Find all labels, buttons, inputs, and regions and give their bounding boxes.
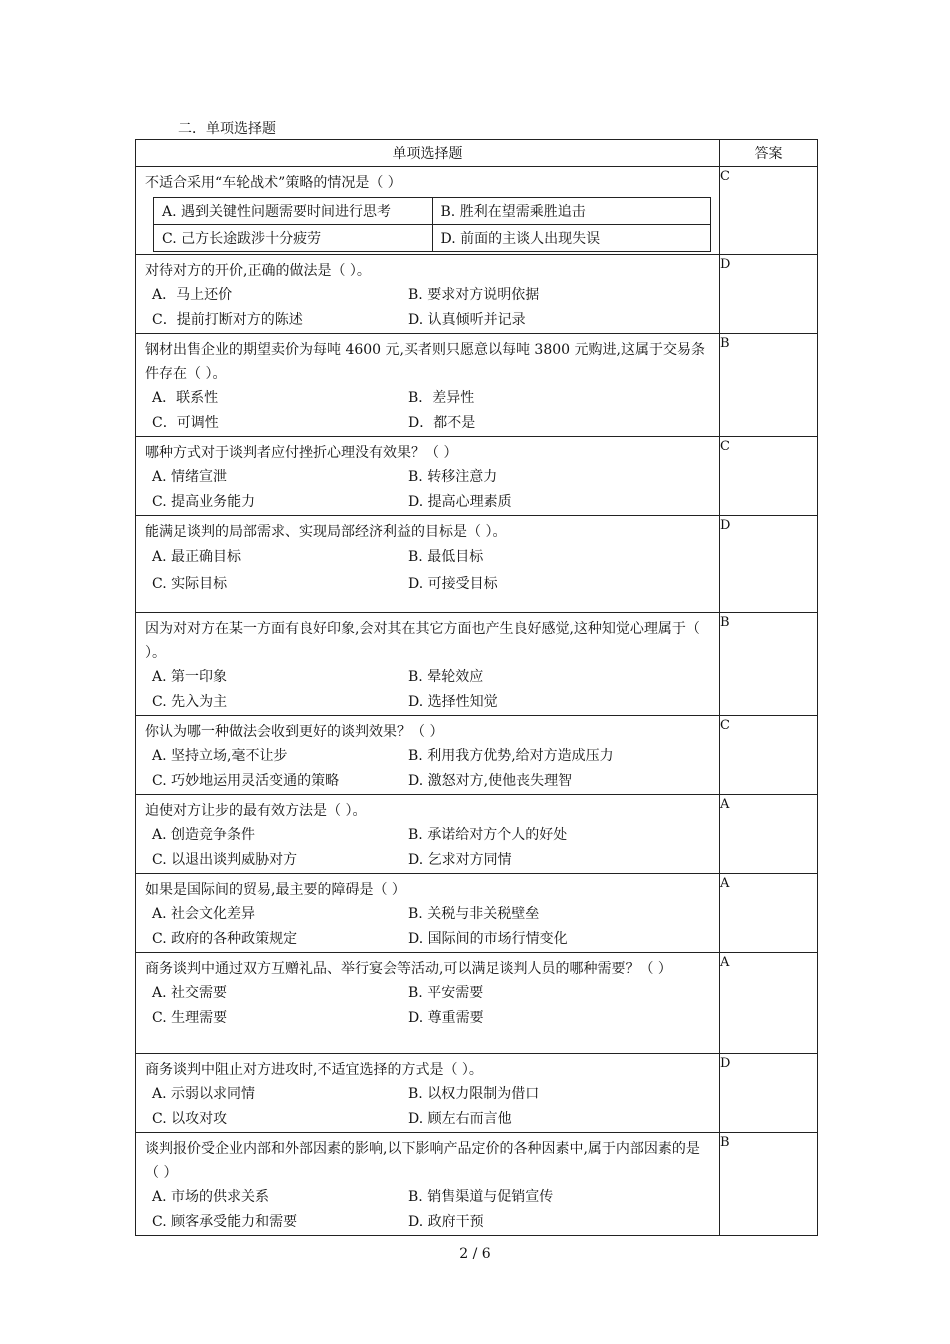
answer-cell: A xyxy=(720,795,818,874)
question-text: 不适合采用“车轮战术”策略的情况是（ ） xyxy=(145,175,402,191)
answer-cell: B xyxy=(720,613,818,716)
option-a: A．联系性 xyxy=(152,390,219,406)
options-list xyxy=(136,665,719,715)
option-c: C．提前打断对方的陈述 xyxy=(152,312,303,328)
option-b: B．差异性 xyxy=(408,390,475,406)
option-c: C. 政府的各种政策规定 xyxy=(152,931,298,947)
answer-cell: A xyxy=(720,953,818,1054)
option-a: A. 社会文化差异 xyxy=(152,906,256,922)
table-row xyxy=(136,1054,818,1133)
options-grid xyxy=(153,197,711,252)
answer-cell: D xyxy=(720,255,818,334)
option-a: A. 遇到关键性问题需要时间进行思考 xyxy=(154,198,433,225)
options-list xyxy=(136,902,719,952)
option-b: B. 要求对方说明依据 xyxy=(408,287,540,303)
option-a: A. 市场的供求关系 xyxy=(152,1189,270,1205)
option-c: C. 以退出谈判威胁对方 xyxy=(152,852,298,868)
option-a: A. 坚持立场,毫不让步 xyxy=(152,748,288,764)
table-row xyxy=(136,334,818,437)
option-d: D. 前面的主谈人出现失误 xyxy=(432,225,711,252)
options-list xyxy=(136,1082,719,1132)
option-b: B. 晕轮效应 xyxy=(408,669,484,685)
option-a: A. 第一印象 xyxy=(152,669,228,685)
option-d: D. 认真倾听并记录 xyxy=(408,312,526,328)
question-text: 谈判报价受企业内部和外部因素的影响,以下影响产品定价的各种因素中,属于内部因素的是（ ） xyxy=(145,1141,700,1181)
table-row xyxy=(136,613,818,716)
answer-cell: C xyxy=(720,167,818,255)
option-c: C. 提高业务能力 xyxy=(152,494,256,510)
question-text: 能满足谈判的局部需求、实现局部经济利益的目标是（ ）。 xyxy=(145,524,507,540)
question-text: 因为对对方在某一方面有良好印象,会对其在其它方面也产生良好感觉,这种知觉心理属于（ ）。 xyxy=(145,621,700,661)
option-a: A. 最正确目标 xyxy=(152,549,242,565)
option-d: D．都不是 xyxy=(408,415,476,431)
table-row xyxy=(136,516,818,613)
page-indicator: 2 / 6 xyxy=(459,1246,491,1262)
table-row xyxy=(136,953,818,1054)
option-d: D. 可接受目标 xyxy=(408,576,498,592)
section-title: 二．单项选择题 xyxy=(178,121,276,137)
options-list xyxy=(136,981,719,1031)
table-row xyxy=(136,716,818,795)
option-c: C. 顾客承受能力和需要 xyxy=(152,1214,298,1230)
option-b: B. 最低目标 xyxy=(408,549,484,565)
options-list xyxy=(136,465,719,515)
option-c: C．可调性 xyxy=(152,415,219,431)
option-b: B. 转移注意力 xyxy=(408,469,498,485)
option-b: B. 胜利在望需乘胜追击 xyxy=(432,198,711,225)
option-b: B. 利用我方优势,给对方造成压力 xyxy=(408,748,614,764)
question-table xyxy=(135,139,818,1236)
question-text: 钢材出售企业的期望卖价为每吨 4600 元,买者则只愿意以每吨 3800 元购进,这属于交易条件存在（ ）。 xyxy=(145,342,705,382)
answer-column-header: 答案 xyxy=(720,140,818,167)
option-d: D. 政府干预 xyxy=(408,1214,484,1230)
option-d: D. 激怒对方,使他丧失理智 xyxy=(408,773,573,789)
option-a: A. 情绪宣泄 xyxy=(152,469,228,485)
option-d: D. 尊重需要 xyxy=(408,1010,484,1026)
option-b: B. 平安需要 xyxy=(408,985,484,1001)
option-b: B. 销售渠道与促销宣传 xyxy=(408,1189,554,1205)
answer-cell: B xyxy=(720,1133,818,1236)
option-c: C. 生理需要 xyxy=(152,1010,228,1026)
answer-cell: A xyxy=(720,874,818,953)
option-c: C. 实际目标 xyxy=(152,576,228,592)
option-c: C. 巧妙地运用灵活变通的策略 xyxy=(152,773,340,789)
answer-cell: C xyxy=(720,716,818,795)
option-c: C. 以攻对攻 xyxy=(152,1111,228,1127)
option-b: B. 承诺给对方个人的好处 xyxy=(408,827,568,843)
question-text: 迫使对方让步的最有效方法是（ ）。 xyxy=(145,803,367,819)
question-text: 对待对方的开价,正确的做法是（ ）。 xyxy=(145,263,371,279)
answer-cell: B xyxy=(720,334,818,437)
question-text: 你认为哪一种做法会收到更好的谈判效果？（ ） xyxy=(145,724,444,740)
table-row xyxy=(136,255,818,334)
options-list xyxy=(136,1185,719,1235)
option-a: A. 创造竞争条件 xyxy=(152,827,256,843)
option-b: B. 以权力限制为借口 xyxy=(408,1086,540,1102)
option-d: D. 乞求对方同情 xyxy=(408,852,512,868)
option-d: D. 顾左右而言他 xyxy=(408,1111,512,1127)
option-a: A. 示弱以求同情 xyxy=(152,1086,256,1102)
question-text: 如果是国际间的贸易,最主要的障碍是（ ） xyxy=(145,882,406,898)
option-c: C. 己方长途跋涉十分疲劳 xyxy=(154,225,433,252)
table-row xyxy=(136,167,818,255)
table-row xyxy=(136,1133,818,1236)
options-list xyxy=(136,823,719,873)
option-c: C. 先入为主 xyxy=(152,694,228,710)
table-row xyxy=(136,437,818,516)
option-b: B. 关税与非关税壁垒 xyxy=(408,906,540,922)
option-d: D. 国际间的市场行情变化 xyxy=(408,931,568,947)
question-text: 哪种方式对于谈判者应付挫折心理没有效果？（ ） xyxy=(145,445,458,461)
table-row xyxy=(136,795,818,874)
option-d: D. 提高心理素质 xyxy=(408,494,512,510)
option-a: A. 社交需要 xyxy=(152,985,228,1001)
answer-cell: C xyxy=(720,437,818,516)
option-d: D. 选择性知觉 xyxy=(408,694,498,710)
options-list xyxy=(136,386,719,436)
options-list xyxy=(136,544,719,598)
option-a: A．马上还价 xyxy=(152,287,233,303)
question-text: 商务谈判中通过双方互赠礼品、举行宴会等活动,可以满足谈判人员的哪种需要？（ ） xyxy=(145,961,672,977)
table-header-row xyxy=(136,140,818,167)
answer-cell: D xyxy=(720,1054,818,1133)
question-text: 商务谈判中阻止对方进攻时,不适宜选择的方式是（ ）。 xyxy=(145,1062,483,1078)
table-row xyxy=(136,874,818,953)
answer-cell: D xyxy=(720,516,818,613)
options-list xyxy=(136,744,719,794)
question-column-header: 单项选择题 xyxy=(136,140,720,167)
options-list xyxy=(136,283,719,333)
